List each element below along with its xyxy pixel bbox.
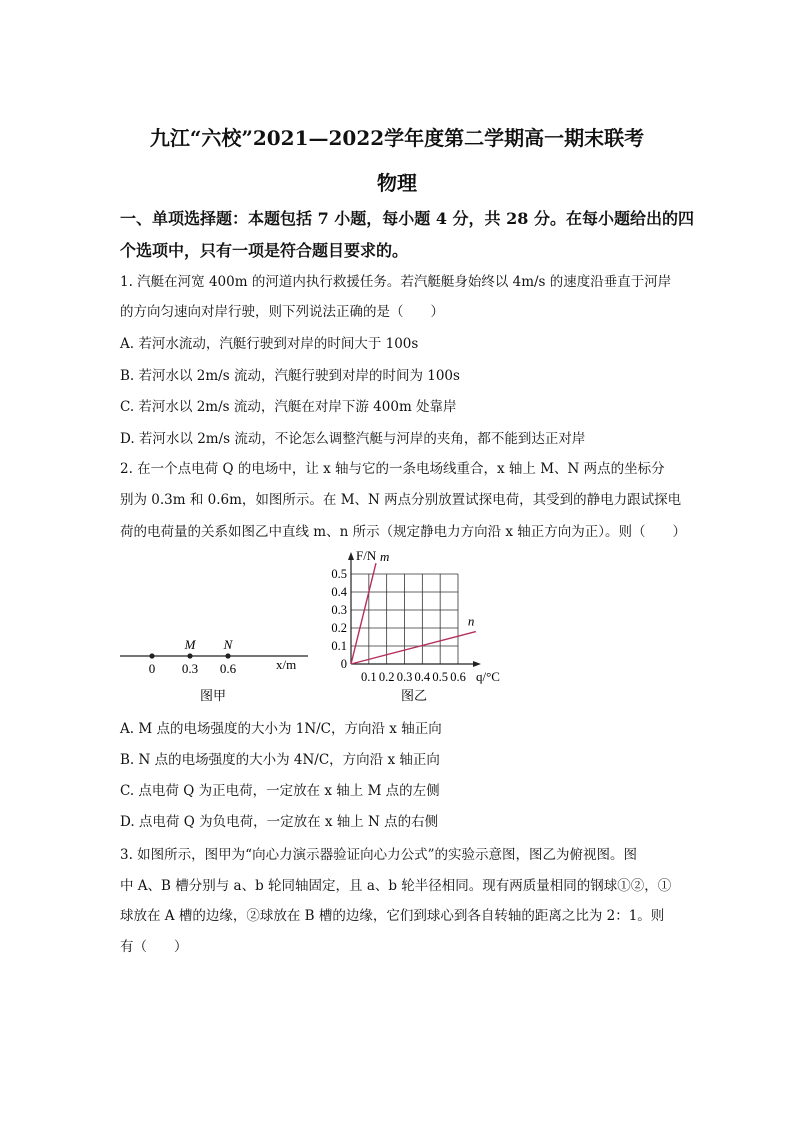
q2-stem-line3: 荷的电荷量的关系如图乙中直线 m、n 所示（规定静电力方向沿 x 轴正方向为正）。则（ ） xyxy=(120,524,687,540)
caption-yi: 图乙 xyxy=(400,688,428,703)
x-tick-label-3: 0.4 xyxy=(414,670,431,684)
y-tick-label-2: 0.3 xyxy=(331,603,347,617)
x-tick-label-0: 0.1 xyxy=(361,670,377,684)
x-axis-label: q/°C xyxy=(476,669,500,684)
y-tick-label-4: 0.1 xyxy=(331,639,347,653)
x-tick-label-5: 0.6 xyxy=(450,670,466,684)
axis-label-x: x/m xyxy=(276,657,297,672)
chart-series xyxy=(351,563,476,664)
series-line-m xyxy=(351,563,376,664)
q1-option-a: A. 若河水流动，汽艇行驶到对岸的时间大于 100s xyxy=(120,336,419,352)
tick-0: 0 xyxy=(148,661,156,676)
series-label-n: n xyxy=(467,613,475,629)
caption-jia: 图甲 xyxy=(199,688,227,703)
x-tick-label-4: 0.5 xyxy=(432,670,448,684)
q1-option-b: B. 若河水以 2m/s 流动，汽艇行驶到对岸的时间为 100s xyxy=(120,368,460,384)
page-title: 九江“六校”2021—2022学年度第二学期高一期末联考 xyxy=(149,126,645,150)
q1-option-c: C. 若河水以 2m/s 流动，汽艇在对岸下游 400m 处靠岸 xyxy=(120,399,457,415)
q3-stem-line2: 中 A、B 槽分别与 a、b 轮同轴固定，且 a、b 轮半径相同。现有两质量相同的钢球①②，① xyxy=(120,878,672,894)
figure-yi xyxy=(320,546,520,706)
q3-stem-line1: 3. 如图所示，图甲为“向心力演示器验证向心力公式”的实验示意图，图乙为俯视图。图 xyxy=(120,847,637,863)
q2-option-a: A. M 点的电场强度的大小为 1N/C，方向沿 x 轴正向 xyxy=(120,721,442,737)
series-label-m: m xyxy=(379,549,390,565)
y-tick-label-3: 0.2 xyxy=(331,621,347,635)
q1-option-d: D. 若河水以 2m/s 流动，不论怎么调整汽艇与河岸的夹角，都不能到达正对岸 xyxy=(120,431,586,447)
y-axis-arrow xyxy=(348,552,354,560)
tick-06: 0.6 xyxy=(219,661,237,676)
x-tick-label-2: 0.3 xyxy=(396,670,413,684)
point-m-dot xyxy=(187,653,192,658)
q2-option-c: C. 点电荷 Q 为正电荷，一定放在 x 轴上 M 点的左侧 xyxy=(120,783,440,799)
section-heading-line1: 一、单项选择题：本题包括 7 小题，每小题 4 分，共 28 分。在每小题给出的四 xyxy=(120,209,694,228)
q2-stem-line1: 2. 在一个点电荷 Q 的电场中，让 x 轴与它的一条电场线重合，x 轴上 M、N 两点的坐标分 xyxy=(120,461,665,477)
y-axis-label: F/N xyxy=(356,548,377,563)
figure-jia xyxy=(118,636,318,706)
q2-stem-line2: 别为 0.3m 和 0.6m，如图所示。在 M、N 两点分别放置试探电荷，其受到的静电力跟试探电 xyxy=(120,492,682,508)
point-n-dot xyxy=(225,653,230,658)
origin-dot xyxy=(149,653,154,658)
tick-03: 0.3 xyxy=(181,661,199,676)
q1-stem-line2: 的方向匀速向对岸行驶，则下列说法正确的是（ ） xyxy=(120,304,444,320)
series-line-n xyxy=(351,632,476,664)
section-heading-line2: 个选项中，只有一项是符合题目要求的。 xyxy=(120,241,409,260)
q3-stem-line3: 球放在 A 槽的边缘，②球放在 B 槽的边缘，它们到球心到各自转轴的距离之比为 2：1。则 xyxy=(120,908,665,924)
x-tick-label-1: 0.2 xyxy=(378,670,395,684)
q2-option-b: B. N 点的电场强度的大小为 4N/C，方向沿 x 轴正向 xyxy=(120,752,440,768)
y-tick-label-0: 0.5 xyxy=(331,567,347,581)
label-m: M xyxy=(184,637,196,652)
x-axis-arrow xyxy=(473,661,481,667)
label-n: N xyxy=(223,637,233,652)
y-tick-label-1: 0.4 xyxy=(331,585,347,599)
chart-axes xyxy=(348,552,481,667)
q2-option-d: D. 点电荷 Q 为负电荷，一定放在 x 轴上 N 点的右侧 xyxy=(120,814,439,830)
q1-stem-line1: 1. 汽艇在河宽 400m 的河道内执行救援任务。若汽艇艇身始终以 4m/s 的速度沿垂直于河岸 xyxy=(120,274,672,290)
subject-title: 物理 xyxy=(377,171,417,195)
q3-stem-line4: 有（ ） xyxy=(120,939,188,955)
y-tick-label-5: 0 xyxy=(340,657,347,671)
